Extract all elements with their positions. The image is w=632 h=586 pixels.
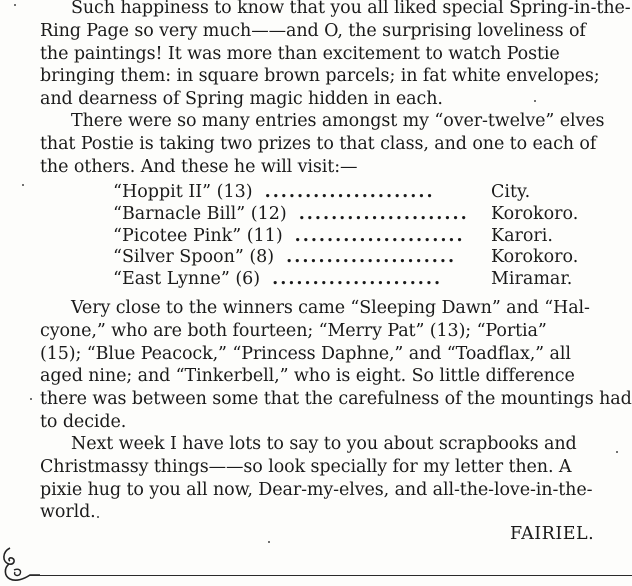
- text-line: pixie hug to you all now, Dear-my-elves, and all-the-love-in-the-: [40, 479, 593, 500]
- paragraph-next-week: [40, 433, 632, 524]
- signature: FAIRIEL.: [510, 524, 595, 544]
- text-line: Next week I have lots to say to you about scrapbooks and: [71, 434, 577, 454]
- winner-name: “Hoppit II” (13): [113, 182, 253, 202]
- leader-dots: .....................: [272, 269, 443, 290]
- paragraph-spring-paintings: [40, 0, 632, 111]
- text-line: to decide.: [40, 411, 127, 432]
- winner-name: “East Lynne” (6): [113, 269, 261, 290]
- winner-name: “Picotee Pink” (11): [113, 225, 283, 246]
- text-line: world.: [40, 502, 96, 523]
- print-speck: [616, 451, 618, 453]
- winner-place: Korokoro.: [491, 247, 579, 268]
- winner-entry: [113, 226, 583, 248]
- print-speck: [14, 4, 16, 6]
- winner-entry: [113, 204, 583, 226]
- text-line: and dearness of Spring magic hidden in each.: [40, 89, 443, 110]
- flourish-ornament-icon: [0, 546, 42, 586]
- winner-name: “Silver Spoon” (8): [113, 247, 275, 268]
- winner-place: Korokoro.: [491, 203, 579, 224]
- bottom-rule: [30, 575, 632, 576]
- winner-entry: [113, 182, 583, 204]
- winners-list: [113, 182, 583, 291]
- winner-entry: [113, 247, 583, 269]
- paragraph-runners-up: [40, 297, 632, 434]
- winner-entry: [113, 269, 583, 291]
- print-speck: [268, 541, 270, 543]
- text-line: bringing them: in square brown parcels; in fat white envelopes;: [40, 66, 600, 87]
- text-line: There were so many entries amongst my “over-twelve” elves: [71, 111, 605, 131]
- print-speck: [30, 398, 32, 400]
- winner-place: Karori.: [491, 225, 553, 246]
- leader-dots: .....................: [286, 247, 457, 268]
- leader-dots: .....................: [294, 225, 465, 246]
- winner-name: “Barnacle Bill” (12): [113, 203, 287, 224]
- print-speck: [534, 100, 536, 102]
- leader-dots: .....................: [298, 203, 469, 224]
- text-line: that Postie is taking two prizes to that class, and one to each of: [40, 133, 597, 154]
- winner-place: City.: [491, 182, 531, 202]
- paragraph-entries: [40, 110, 632, 178]
- text-line: there was between some that the carefulness of the mountings had: [40, 389, 632, 410]
- text-line: the paintings! It was more than excitement to watch Postie: [40, 43, 560, 64]
- winner-place: Miramar.: [491, 269, 573, 290]
- print-speck: [22, 184, 24, 186]
- text-line: Ring Page so very much——and O, the surprising loveliness of: [40, 20, 586, 41]
- text-line: the others. And these he will visit:—: [40, 156, 358, 177]
- print-speck: [97, 516, 99, 518]
- leader-dots: .....................: [264, 182, 435, 202]
- text-line: aged nine; and “Tinkerbell,” who is eight. So little difference: [40, 366, 575, 387]
- text-line: cyone,” who are both fourteen; “Merry Pat” (13); “Portia”: [40, 320, 547, 341]
- text-line: Christmassy things——so look specially for my letter then. A: [40, 456, 572, 477]
- text-line: Such happiness to know that you all liked special Spring-in-the-: [71, 0, 631, 18]
- text-line: Very close to the winners came “Sleeping Dawn” and “Hal-: [71, 298, 590, 318]
- text-line: (15); “Blue Peacock,” “Princess Daphne,” and “Toadflax,” all: [40, 343, 571, 364]
